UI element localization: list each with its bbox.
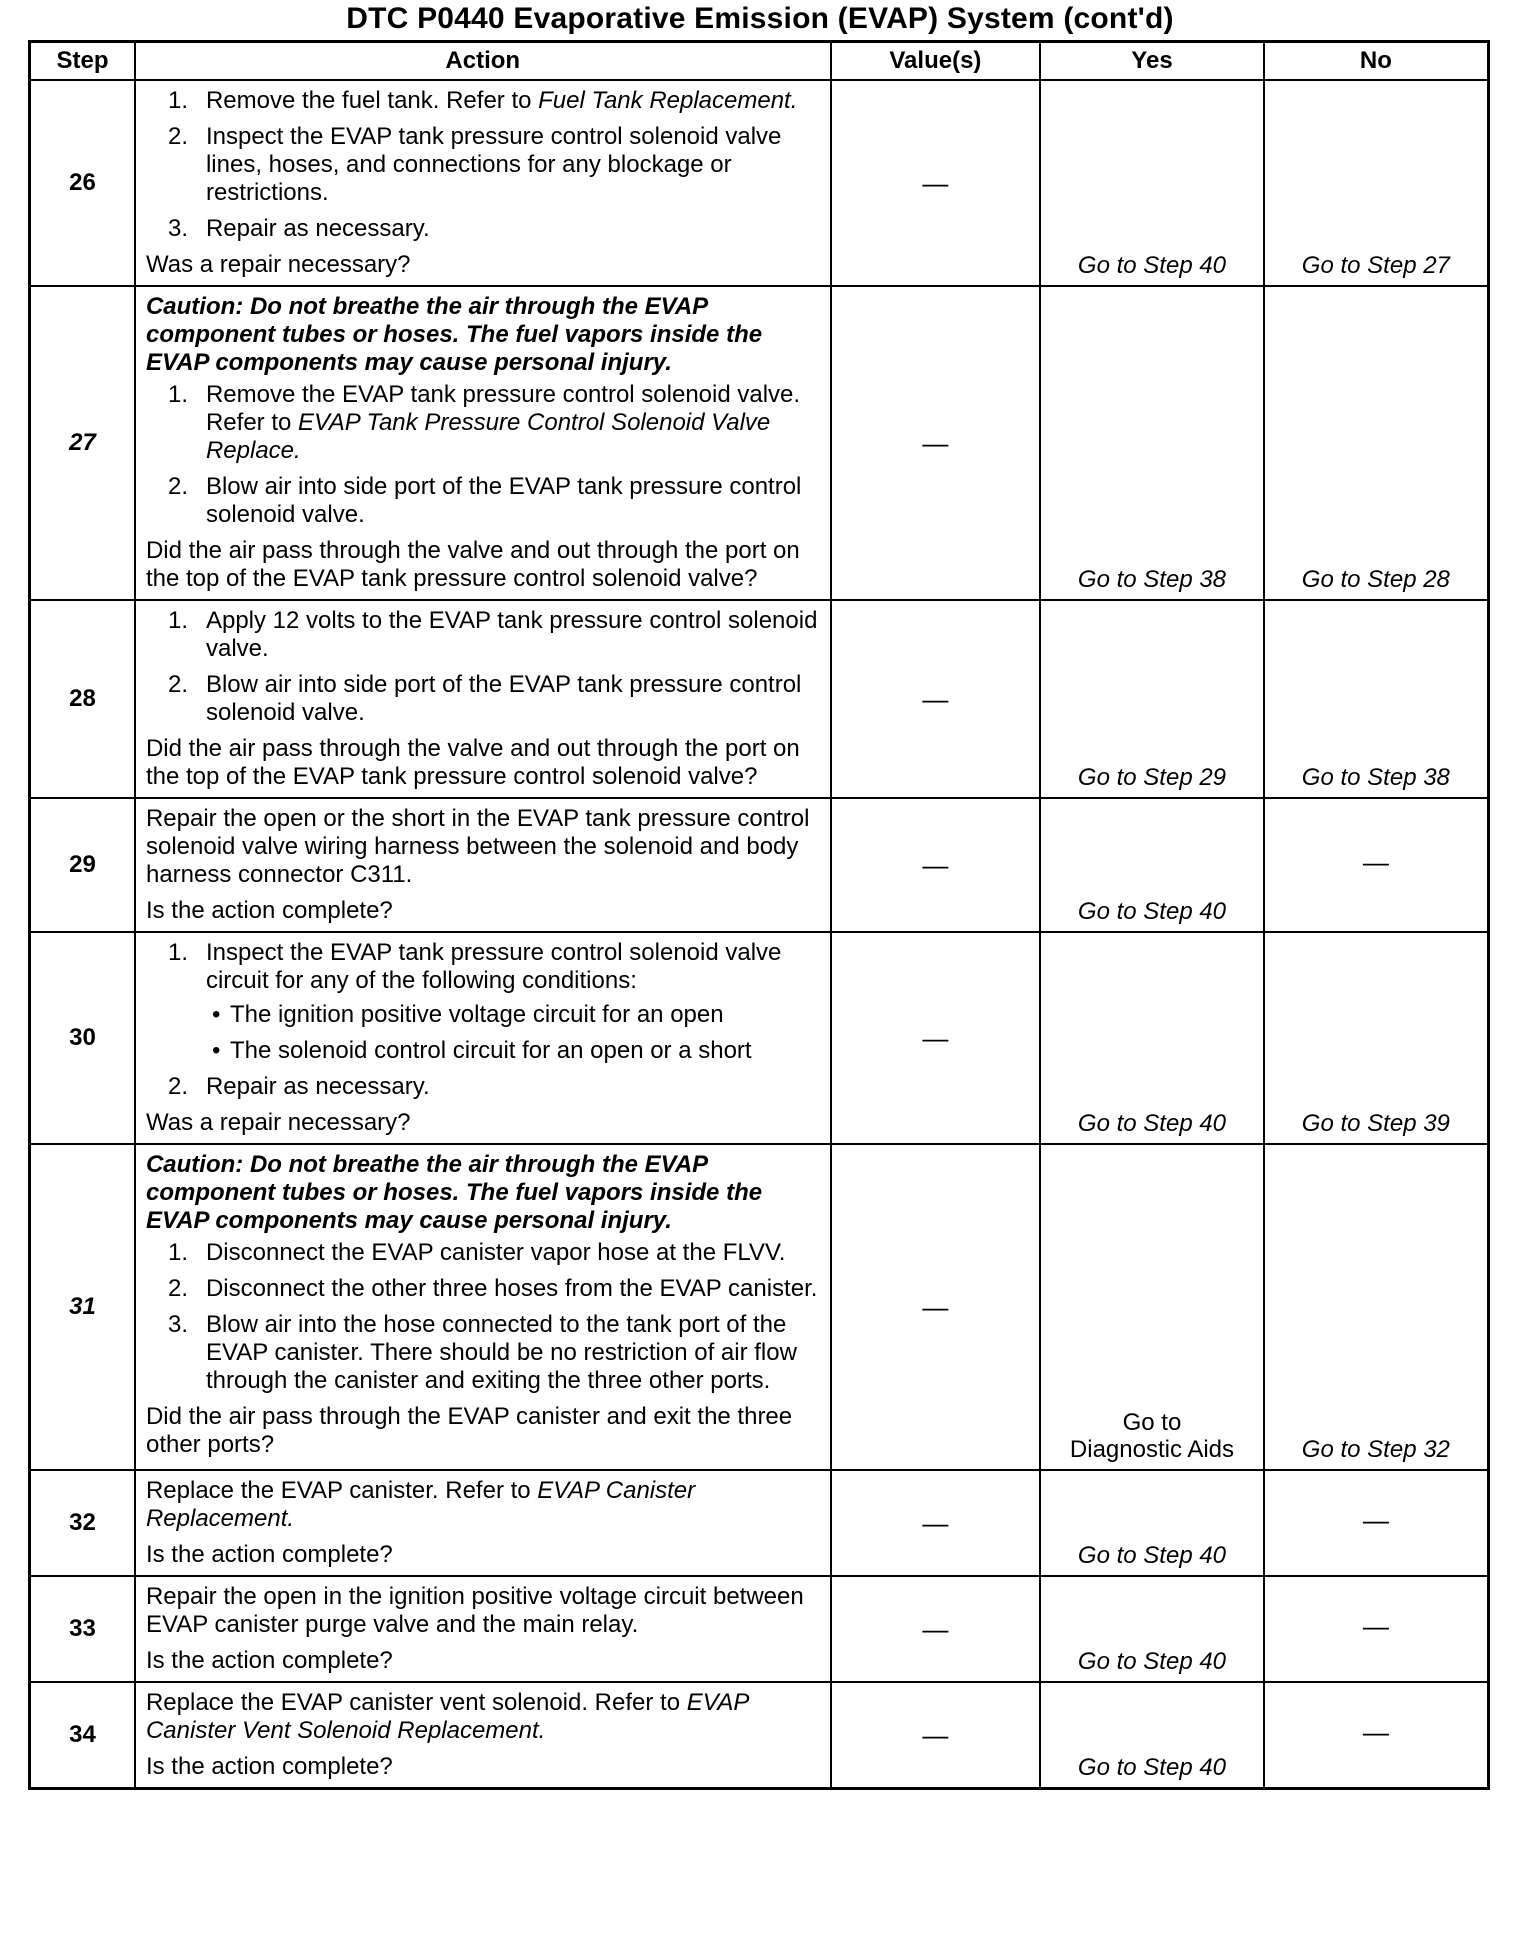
- header-action: Action: [135, 42, 831, 81]
- caution-text: Caution: Do not breathe the air through the EVAP component tubes or hoses. The fuel vapors inside the EVAP components may cause personal injury.: [145, 1151, 763, 1234]
- action-cell: [135, 80, 831, 286]
- action-text: Inspect the EVAP tank pressure control solenoid valve lines, hoses, and connections for any blockage or restrictions.: [205, 123, 782, 206]
- table-row: [30, 80, 1489, 286]
- caution-text: Caution: Do not breathe the air through the EVAP component tubes or hoses. The fuel vapors inside the EVAP components may cause personal injury.: [145, 293, 763, 376]
- list-number: 1.: [167, 381, 188, 408]
- table-row: [30, 798, 1489, 932]
- question-text: Is the action complete?: [145, 1753, 393, 1780]
- header-values: Value(s): [831, 42, 1041, 81]
- table-row: [30, 286, 1489, 600]
- punctuation: .: [287, 1505, 295, 1532]
- question-text: Is the action complete?: [145, 1647, 393, 1674]
- yes-cell: Go to Step 40: [1040, 1470, 1263, 1576]
- list-number: 1.: [167, 1239, 188, 1266]
- header-yes: Yes: [1040, 42, 1263, 81]
- value-cell: —: [831, 1144, 1041, 1470]
- list-number: 1.: [167, 87, 188, 114]
- action-text: Repair as necessary.: [205, 1073, 430, 1100]
- step-number: 26: [30, 80, 135, 286]
- action-text: Repair the open or the short in the EVAP tank pressure control solenoid valve wiring harness between the solenoid and body harness connector C311.: [145, 805, 810, 888]
- step-number: 33: [30, 1576, 135, 1682]
- action-text: Remove the EVAP tank pressure control solenoid valve. Refer to: [205, 381, 801, 436]
- list-number: 2.: [167, 671, 188, 698]
- punctuation: .: [294, 437, 301, 464]
- action-text: Replace the EVAP canister vent solenoid. Refer to: [145, 1689, 687, 1716]
- reference-link: EVAP Canister Vent Solenoid Replacement: [145, 1689, 749, 1744]
- action-text: Repair as necessary.: [205, 215, 430, 242]
- yes-cell: Go to Step 40: [1040, 80, 1263, 286]
- action-cell: [135, 600, 831, 798]
- yes-cell: Go to Step 40: [1040, 1682, 1263, 1789]
- table-row: [30, 1470, 1489, 1576]
- action-cell: [135, 286, 831, 600]
- diagnostic-table: [28, 40, 1490, 1790]
- punctuation: .: [538, 1717, 546, 1744]
- action-text: Remove the fuel tank. Refer to: [205, 87, 539, 114]
- punctuation: .: [790, 87, 798, 114]
- no-cell: —: [1264, 798, 1489, 932]
- action-cell: [135, 1576, 831, 1682]
- action-text: Apply 12 volts to the EVAP tank pressure control solenoid valve.: [205, 607, 818, 662]
- bullet-item: • The solenoid control circuit for an open or a short: [206, 1037, 824, 1065]
- value-cell: —: [831, 932, 1041, 1144]
- step-number: 32: [30, 1470, 135, 1576]
- list-number: 2.: [167, 123, 188, 150]
- list-number: 2.: [167, 1275, 188, 1302]
- table-row: [30, 932, 1489, 1144]
- action-text: Inspect the EVAP tank pressure control solenoid valve circuit for any of the following conditions:: [205, 939, 782, 994]
- step-number: 30: [30, 932, 135, 1144]
- page-title: DTC P0440 Evaporative Emission (EVAP) System (cont'd): [346, 2, 1174, 35]
- action-text: Disconnect the EVAP canister vapor hose at the FLVV.: [205, 1239, 786, 1266]
- reference-link: Fuel Tank Replacement: [538, 87, 791, 114]
- value-cell: —: [831, 600, 1041, 798]
- header-step: Step: [30, 42, 135, 81]
- yes-cell: Go to Step 38: [1040, 286, 1263, 600]
- list-number: 3.: [167, 1311, 188, 1338]
- no-cell: Go to Step 28: [1264, 286, 1489, 600]
- table-row: [30, 1144, 1489, 1470]
- yes-line: Go to: [1122, 1409, 1182, 1436]
- question-text: Was a repair necessary?: [145, 251, 411, 278]
- action-text: Blow air into the hose connected to the tank port of the EVAP canister. There should be no restriction of air flow through the canister and exiting the three other ports.: [205, 1311, 797, 1394]
- question-text: Is the action complete?: [145, 897, 393, 924]
- question-text: Is the action complete?: [145, 1541, 393, 1568]
- action-cell: [135, 1144, 831, 1470]
- table-row: [30, 1576, 1489, 1682]
- question-text: Was a repair necessary?: [145, 1109, 411, 1136]
- no-cell: Go to Step 38: [1264, 600, 1489, 798]
- reference-link: EVAP Canister Replacement: [145, 1477, 696, 1532]
- value-cell: —: [831, 1576, 1041, 1682]
- no-cell: —: [1264, 1576, 1489, 1682]
- reference-link: EVAP Tank Pressure Control Solenoid Valve Replace: [205, 409, 771, 464]
- header-row: [30, 42, 1489, 81]
- action-text: Replace the EVAP canister. Refer to: [145, 1477, 538, 1504]
- value-cell: —: [831, 1470, 1041, 1576]
- bullet-item: • The ignition positive voltage circuit for an open: [206, 1001, 824, 1029]
- yes-cell: Go to Step 29: [1040, 600, 1263, 798]
- question-text: Did the air pass through the valve and out through the port on the top of the EVAP tank pressure control solenoid valve?: [145, 537, 800, 592]
- action-text: Blow air into side port of the EVAP tank pressure control solenoid valve.: [205, 473, 802, 528]
- yes-cell: [1040, 1144, 1263, 1470]
- no-cell: —: [1264, 1470, 1489, 1576]
- yes-line: Diagnostic Aids: [1069, 1436, 1235, 1463]
- action-cell: [135, 798, 831, 932]
- action-cell: [135, 1470, 831, 1576]
- action-cell: [135, 1682, 831, 1789]
- yes-cell: Go to Step 40: [1040, 798, 1263, 932]
- step-number: 31: [30, 1144, 135, 1470]
- list-number: 1.: [167, 607, 188, 634]
- yes-cell: Go to Step 40: [1040, 1576, 1263, 1682]
- action-text: Disconnect the other three hoses from the EVAP canister.: [205, 1275, 818, 1302]
- value-cell: —: [831, 286, 1041, 600]
- header-no: No: [1264, 42, 1489, 81]
- table-row: [30, 1682, 1489, 1789]
- list-number: 2.: [167, 1073, 188, 1100]
- table-row: [30, 600, 1489, 798]
- value-cell: —: [831, 798, 1041, 932]
- step-number: 29: [30, 798, 135, 932]
- question-text: Did the air pass through the valve and out through the port on the top of the EVAP tank pressure control solenoid valve?: [145, 735, 800, 790]
- yes-cell: Go to Step 40: [1040, 932, 1263, 1144]
- action-text: Repair the open in the ignition positive voltage circuit between EVAP canister purge valve and the main relay.: [145, 1583, 804, 1638]
- list-number: 3.: [167, 215, 188, 242]
- step-number: 34: [30, 1682, 135, 1789]
- no-cell: Go to Step 27: [1264, 80, 1489, 286]
- value-cell: —: [831, 1682, 1041, 1789]
- no-cell: Go to Step 32: [1264, 1144, 1489, 1470]
- action-text: Blow air into side port of the EVAP tank pressure control solenoid valve.: [205, 671, 802, 726]
- action-cell: [135, 932, 831, 1144]
- question-text: Did the air pass through the EVAP canister and exit the three other ports?: [145, 1403, 793, 1458]
- no-cell: Go to Step 39: [1264, 932, 1489, 1144]
- list-number: 1.: [167, 939, 188, 966]
- step-number: 27: [30, 286, 135, 600]
- step-number: 28: [30, 600, 135, 798]
- list-number: 2.: [167, 473, 188, 500]
- value-cell: —: [831, 80, 1041, 286]
- no-cell: —: [1264, 1682, 1489, 1789]
